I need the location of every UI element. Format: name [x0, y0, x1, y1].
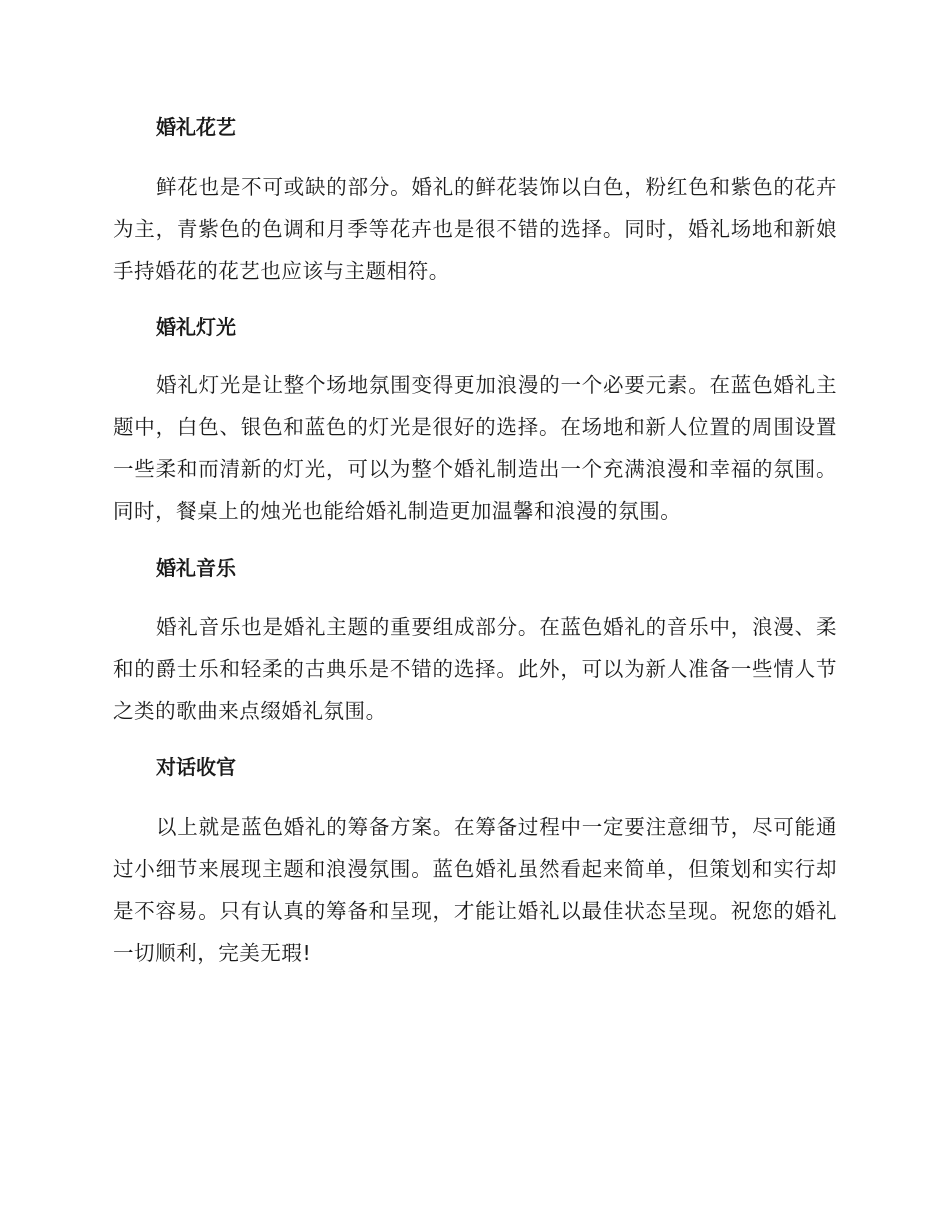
section-paragraph: 以上就是蓝色婚礼的筹备方案。在筹备过程中一定要注意细节，尽可能通过小细节来展现主题和浪漫氛围。蓝色婚礼虽然看起来简单，但策划和实行却是不容易。只有认真的筹备和呈现，才能让婚礼以最佳状态呈现。祝您的婚礼一切顺利，完美无瑕! — [113, 815, 837, 965]
section-paragraph: 婚礼音乐也是婚礼主题的重要组成部分。在蓝色婚礼的音乐中，浪漫、柔和的爵士乐和轻柔的古典乐是不错的选择。此外，可以为新人准备一些情人节之类的歌曲来点缀婚礼氛围。 — [113, 615, 837, 723]
section-paragraph: 婚礼灯光是让整个场地氛围变得更加浪漫的一个必要元素。在蓝色婚礼主题中，白色、银色和蓝色的灯光是很好的选择。在场地和新人位置的周围设置一些柔和而清新的灯光，可以为整个婚礼制造出一个充满浪漫和幸福的氛围。同时，餐桌上的烛光也能给婚礼制造更加温馨和浪漫的氛围。 — [113, 373, 837, 523]
section-lighting — [113, 308, 837, 532]
section-heading: 婚礼音乐 — [156, 556, 236, 580]
section-floral-design — [113, 108, 837, 292]
section-heading: 婚礼灯光 — [156, 315, 236, 339]
section-heading: 婚礼花艺 — [156, 115, 236, 139]
document-page — [113, 108, 837, 974]
section-music — [113, 549, 837, 732]
section-heading: 对话收官 — [156, 755, 236, 779]
section-closing — [113, 748, 837, 974]
section-paragraph: 鲜花也是不可或缺的部分。婚礼的鲜花装饰以白色，粉红色和紫色的花卉为主，青紫色的色调和月季等花卉也是很不错的选择。同时，婚礼场地和新娘手持婚花的花艺也应该与主题相符。 — [113, 175, 837, 283]
